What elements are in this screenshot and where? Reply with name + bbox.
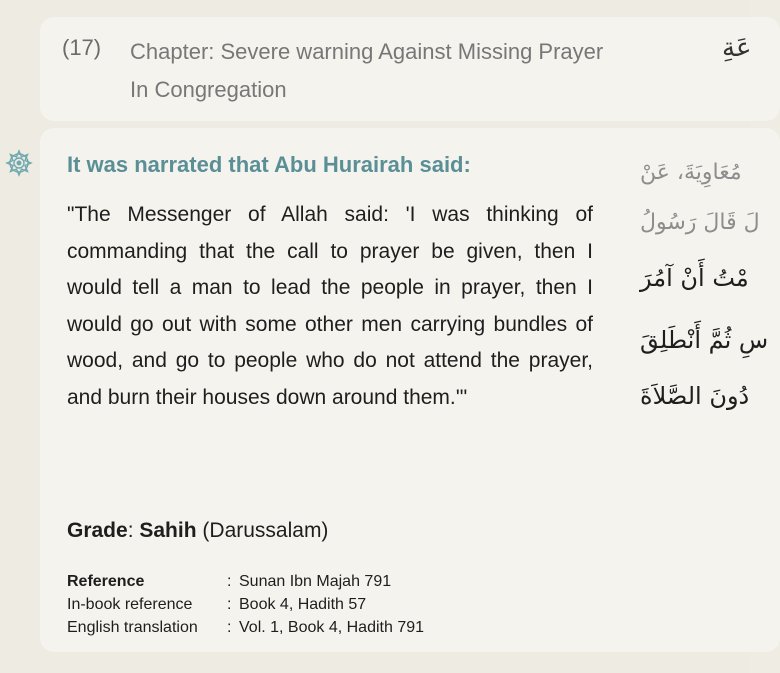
chapter-title: Chapter: Severe warning Against Missing Prayer In Congregation (130, 39, 604, 102)
english-translation-value: Vol. 1, Book 4, Hadith 791 (239, 619, 425, 636)
arabic-line: مْتُ أَنْ آمُرَ (640, 264, 749, 292)
arabic-line: لَ قَالَ رَسُولُ (640, 210, 760, 235)
reference-separator: : (227, 619, 232, 636)
reference-row (67, 570, 424, 593)
reference-separator: : (227, 573, 232, 590)
english-translation-label: English translation (67, 619, 198, 636)
reference-value: Sunan Ibn Majah 791 (239, 573, 392, 590)
reference-separator: : (227, 596, 232, 613)
in-book-reference-label: In-book reference (67, 596, 193, 613)
arabic-line: سِ ثُمَّ أَنْطَلِقَ (640, 326, 769, 354)
grade-source: (Darussalam) (202, 519, 329, 542)
narrator-line: It was narrated that Abu Hurairah said: (67, 152, 471, 177)
grade-label: Grade (67, 519, 128, 542)
hadith-arabic-text (610, 160, 769, 450)
chapter-arabic-title: عَةِ (722, 33, 752, 63)
reference-label: Reference (67, 573, 145, 590)
reference-table (67, 570, 424, 639)
hadith-grade: Grade: Sahih (Darussalam) (67, 519, 329, 542)
arabic-line: مُعَاوِيَةَ، عَنْ (640, 160, 742, 185)
chapter-number: (17) (62, 35, 102, 60)
grade-value: Sahih (139, 519, 197, 542)
hadith-english-text: "The Messenger of Allah said: 'I was thinking of commanding that the call to prayer be given, then I would tell a man to lead the people in prayer, then I would go out with some other men carrying bundles of wood, and go to people who do not attend the prayer, and burn their houses down around them.'" (67, 203, 593, 409)
in-book-reference-row (67, 593, 424, 616)
chapter-header (40, 17, 780, 121)
english-translation-row (67, 616, 424, 639)
in-book-reference-value: Book 4, Hadith 57 (239, 596, 367, 613)
arabic-line: دُونَ الصَّلاَةَ (640, 382, 750, 410)
rosette-icon (2, 146, 36, 180)
